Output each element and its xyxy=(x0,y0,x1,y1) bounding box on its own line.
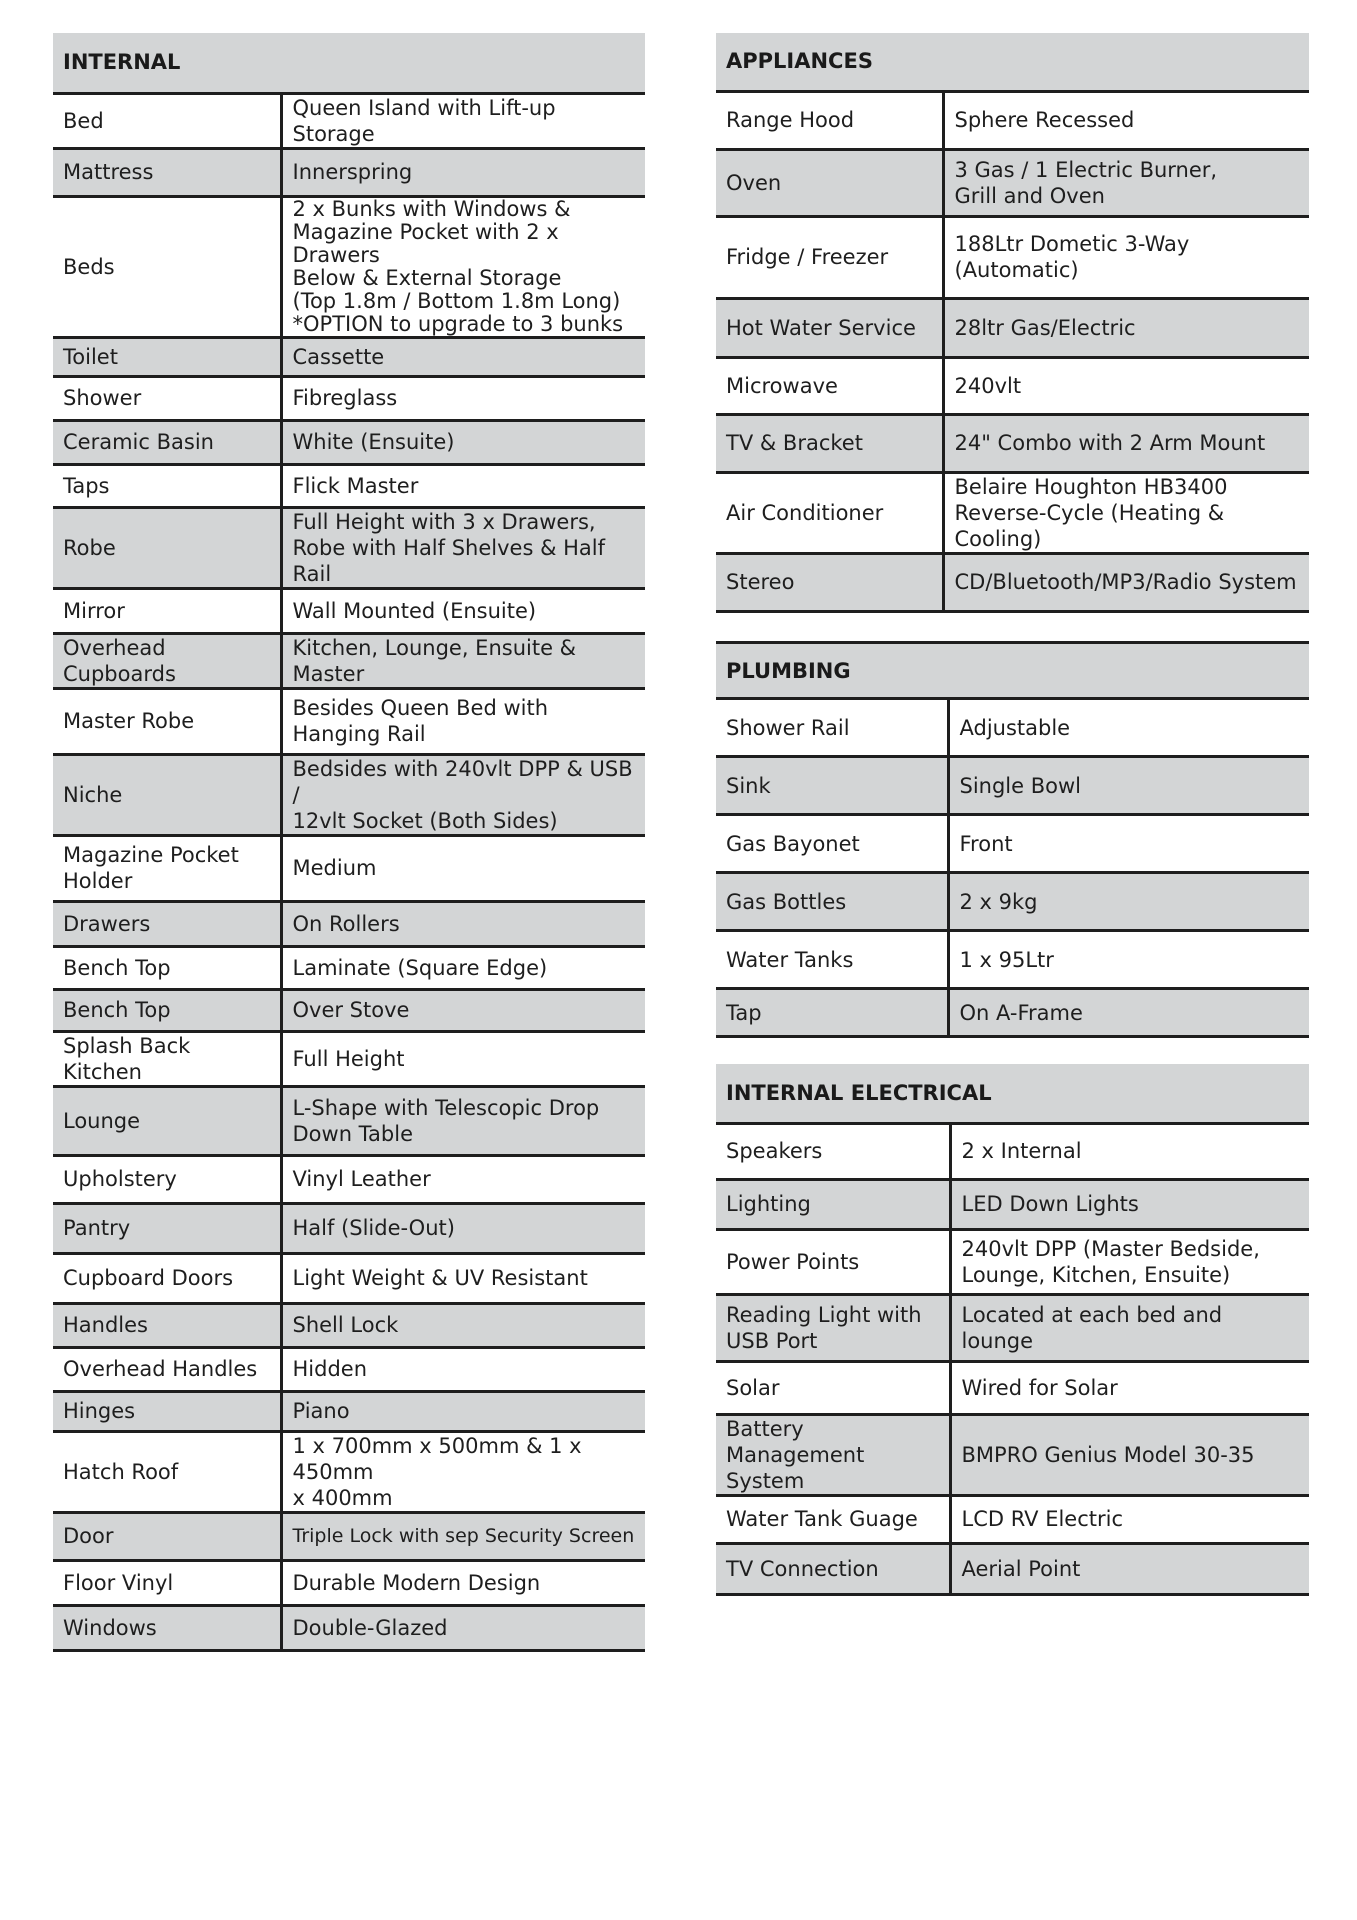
spec-value: 1 x 95Ltr xyxy=(948,931,1309,989)
table-row xyxy=(716,931,1309,989)
spec-label: Toilet xyxy=(53,337,281,376)
spec-value: 1 x 700mm x 500mm & 1 x 450mm x 400mm xyxy=(281,1431,645,1512)
spec-label: Pantry xyxy=(53,1203,281,1253)
table-header-row xyxy=(716,33,1309,91)
table-row xyxy=(716,1179,1309,1229)
table-row xyxy=(53,901,645,946)
spec-value: Hidden xyxy=(281,1347,645,1391)
table-row xyxy=(53,989,645,1031)
table-row xyxy=(53,376,645,420)
spec-value: Single Bowl xyxy=(948,757,1309,815)
spec-value: Full Height with 3 x Drawers, Robe with Half Shelves & Half Rail xyxy=(281,507,645,588)
spec-label: Mattress xyxy=(53,148,281,196)
table-row xyxy=(716,1361,1309,1414)
section-title-internal-electrical: INTERNAL ELECTRICAL xyxy=(716,1064,1309,1123)
spec-label: Mirror xyxy=(53,588,281,633)
spec-label: Solar xyxy=(716,1361,950,1414)
table-header-row xyxy=(716,1064,1309,1123)
spec-label: Drawers xyxy=(53,901,281,946)
table-row xyxy=(716,1123,1309,1179)
section-title-appliances: APPLIANCES xyxy=(716,33,1309,91)
table-row xyxy=(716,414,1309,472)
spec-value: 2 x Bunks with Windows & Magazine Pocket with 2 x Drawers Below & External Storage (Top 1.8m / Bottom 1.8m Long) *OPTION to upgrade to 3 bunks xyxy=(281,196,645,337)
spec-label: TV Connection xyxy=(716,1543,950,1594)
spec-label: Air Conditioner xyxy=(716,472,943,553)
plumbing-spec-table xyxy=(716,641,1309,1038)
table-row xyxy=(716,1229,1309,1294)
spec-label: Lighting xyxy=(716,1179,950,1229)
spec-label: Power Points xyxy=(716,1229,950,1294)
table-row xyxy=(53,1512,645,1560)
spec-value: Fibreglass xyxy=(281,376,645,420)
table-row xyxy=(53,1203,645,1253)
table-row xyxy=(716,472,1309,553)
table-row xyxy=(716,699,1309,757)
section-title-plumbing: PLUMBING xyxy=(716,643,1309,699)
table-row xyxy=(716,815,1309,873)
spec-label: Floor Vinyl xyxy=(53,1560,281,1605)
table-row xyxy=(716,216,1309,298)
table-row xyxy=(53,1347,645,1391)
spec-label: Overhead Cupboards xyxy=(53,633,281,688)
spec-value: Vinyl Leather xyxy=(281,1155,645,1203)
spec-value: 240vlt DPP (Master Bedside, Lounge, Kitchen, Ensuite) xyxy=(950,1229,1309,1294)
table-row xyxy=(53,1031,645,1086)
spec-value: Innerspring xyxy=(281,148,645,196)
internal-spec-table xyxy=(53,33,645,1652)
spec-value: On A-Frame xyxy=(948,989,1309,1037)
spec-label: Upholstery xyxy=(53,1155,281,1203)
spec-value: Cassette xyxy=(281,337,645,376)
table-row xyxy=(716,757,1309,815)
table-row xyxy=(716,298,1309,357)
spec-value: Flick Master xyxy=(281,464,645,507)
table-row xyxy=(53,420,645,464)
spec-label: Water Tank Guage xyxy=(716,1495,950,1543)
spec-value: Double-Glazed xyxy=(281,1605,645,1650)
spec-label: Speakers xyxy=(716,1123,950,1179)
spec-value: Half (Slide-Out) xyxy=(281,1203,645,1253)
table-row xyxy=(53,148,645,196)
spec-label: Bench Top xyxy=(53,989,281,1031)
spec-label: Windows xyxy=(53,1605,281,1650)
spec-value: Wall Mounted (Ensuite) xyxy=(281,588,645,633)
spec-value: L-Shape with Telescopic Drop Down Table xyxy=(281,1086,645,1155)
internal-electrical-spec-table xyxy=(716,1064,1309,1596)
spec-label: Door xyxy=(53,1512,281,1560)
spec-label: Stereo xyxy=(716,553,943,611)
spec-value: 188Ltr Dometic 3-Way (Automatic) xyxy=(943,216,1309,298)
table-row xyxy=(53,1086,645,1155)
spec-label: TV & Bracket xyxy=(716,414,943,472)
table-row xyxy=(716,873,1309,931)
spec-label: Hot Water Service xyxy=(716,298,943,357)
spec-value: Wired for Solar xyxy=(950,1361,1309,1414)
table-row xyxy=(53,835,645,901)
spec-value: On Rollers xyxy=(281,901,645,946)
spec-value: Belaire Houghton HB3400 Reverse-Cycle (Heating & Cooling) xyxy=(943,472,1309,553)
table-row xyxy=(716,1495,1309,1543)
spec-value: LCD RV Electric xyxy=(950,1495,1309,1543)
spec-value: Full Height xyxy=(281,1031,645,1086)
spec-value: Triple Lock with sep Security Screen xyxy=(281,1512,645,1560)
spec-label: Water Tanks xyxy=(716,931,948,989)
spec-value: Sphere Recessed xyxy=(943,91,1309,149)
table-row xyxy=(53,1303,645,1347)
spec-label: Niche xyxy=(53,754,281,835)
table-row xyxy=(53,1560,645,1605)
table-header-row xyxy=(716,643,1309,699)
spec-value: Front xyxy=(948,815,1309,873)
spec-value: Light Weight & UV Resistant xyxy=(281,1253,645,1303)
table-row xyxy=(716,1414,1309,1495)
spec-label: Handles xyxy=(53,1303,281,1347)
spec-value: Laminate (Square Edge) xyxy=(281,946,645,989)
spec-value: Located at each bed and lounge xyxy=(950,1294,1309,1361)
spec-value: Durable Modern Design xyxy=(281,1560,645,1605)
table-row xyxy=(53,633,645,688)
table-row xyxy=(53,93,645,148)
spec-value: Bedsides with 240vlt DPP & USB / 12vlt Socket (Both Sides) xyxy=(281,754,645,835)
spec-label: Taps xyxy=(53,464,281,507)
spec-value: Medium xyxy=(281,835,645,901)
spec-value: Piano xyxy=(281,1391,645,1431)
table-row xyxy=(53,507,645,588)
spec-label: Magazine Pocket Holder xyxy=(53,835,281,901)
table-row xyxy=(53,1253,645,1303)
spec-label: Ceramic Basin xyxy=(53,420,281,464)
spec-value: LED Down Lights xyxy=(950,1179,1309,1229)
spec-label: Hinges xyxy=(53,1391,281,1431)
table-row xyxy=(53,196,645,337)
spec-label: Bed xyxy=(53,93,281,148)
spec-value: 2 x 9kg xyxy=(948,873,1309,931)
table-row xyxy=(53,588,645,633)
table-row xyxy=(53,754,645,835)
section-title-internal: INTERNAL xyxy=(53,33,645,93)
spec-value: Adjustable xyxy=(948,699,1309,757)
spec-label: Lounge xyxy=(53,1086,281,1155)
spec-label: Cupboard Doors xyxy=(53,1253,281,1303)
table-row xyxy=(716,989,1309,1037)
table-row xyxy=(53,946,645,989)
spec-label: Fridge / Freezer xyxy=(716,216,943,298)
table-row xyxy=(716,357,1309,414)
spec-label: Reading Light with USB Port xyxy=(716,1294,950,1361)
table-row xyxy=(53,688,645,754)
spec-value: CD/Bluetooth/MP3/Radio System xyxy=(943,553,1309,611)
table-row xyxy=(53,464,645,507)
spec-value: 3 Gas / 1 Electric Burner, Grill and Oven xyxy=(943,149,1309,216)
table-row xyxy=(53,337,645,376)
spec-label: Master Robe xyxy=(53,688,281,754)
spec-value: 240vlt xyxy=(943,357,1309,414)
spec-label: Oven xyxy=(716,149,943,216)
spec-label: Bench Top xyxy=(53,946,281,989)
spec-label: Microwave xyxy=(716,357,943,414)
spec-label: Beds xyxy=(53,196,281,337)
spec-value: Shell Lock xyxy=(281,1303,645,1347)
spec-value: Kitchen, Lounge, Ensuite & Master xyxy=(281,633,645,688)
spec-value: Queen Island with Lift-up Storage xyxy=(281,93,645,148)
spec-label: Gas Bayonet xyxy=(716,815,948,873)
spec-value: 28ltr Gas/Electric xyxy=(943,298,1309,357)
table-row xyxy=(716,91,1309,149)
spec-value: 24" Combo with 2 Arm Mount xyxy=(943,414,1309,472)
spec-label: Range Hood xyxy=(716,91,943,149)
spec-value: BMPRO Genius Model 30-35 xyxy=(950,1414,1309,1495)
appliances-spec-table xyxy=(716,33,1309,613)
spec-label: Shower Rail xyxy=(716,699,948,757)
table-row xyxy=(53,1391,645,1431)
spec-label: Hatch Roof xyxy=(53,1431,281,1512)
spec-label: Gas Bottles xyxy=(716,873,948,931)
table-row xyxy=(716,1294,1309,1361)
spec-value: Besides Queen Bed with Hanging Rail xyxy=(281,688,645,754)
spec-value: 2 x Internal xyxy=(950,1123,1309,1179)
spec-label: Battery Management System xyxy=(716,1414,950,1495)
table-row xyxy=(716,553,1309,611)
spec-value: Aerial Point xyxy=(950,1543,1309,1594)
spec-label: Tap xyxy=(716,989,948,1037)
table-header-row xyxy=(53,33,645,93)
spec-label: Sink xyxy=(716,757,948,815)
table-row xyxy=(716,149,1309,216)
table-row xyxy=(53,1155,645,1203)
table-row xyxy=(53,1431,645,1512)
table-row xyxy=(53,1605,645,1650)
spec-label: Splash Back Kitchen xyxy=(53,1031,281,1086)
spec-value: White (Ensuite) xyxy=(281,420,645,464)
table-row xyxy=(716,1543,1309,1594)
spec-value: Over Stove xyxy=(281,989,645,1031)
spec-label: Shower xyxy=(53,376,281,420)
spec-label: Overhead Handles xyxy=(53,1347,281,1391)
spec-label: Robe xyxy=(53,507,281,588)
